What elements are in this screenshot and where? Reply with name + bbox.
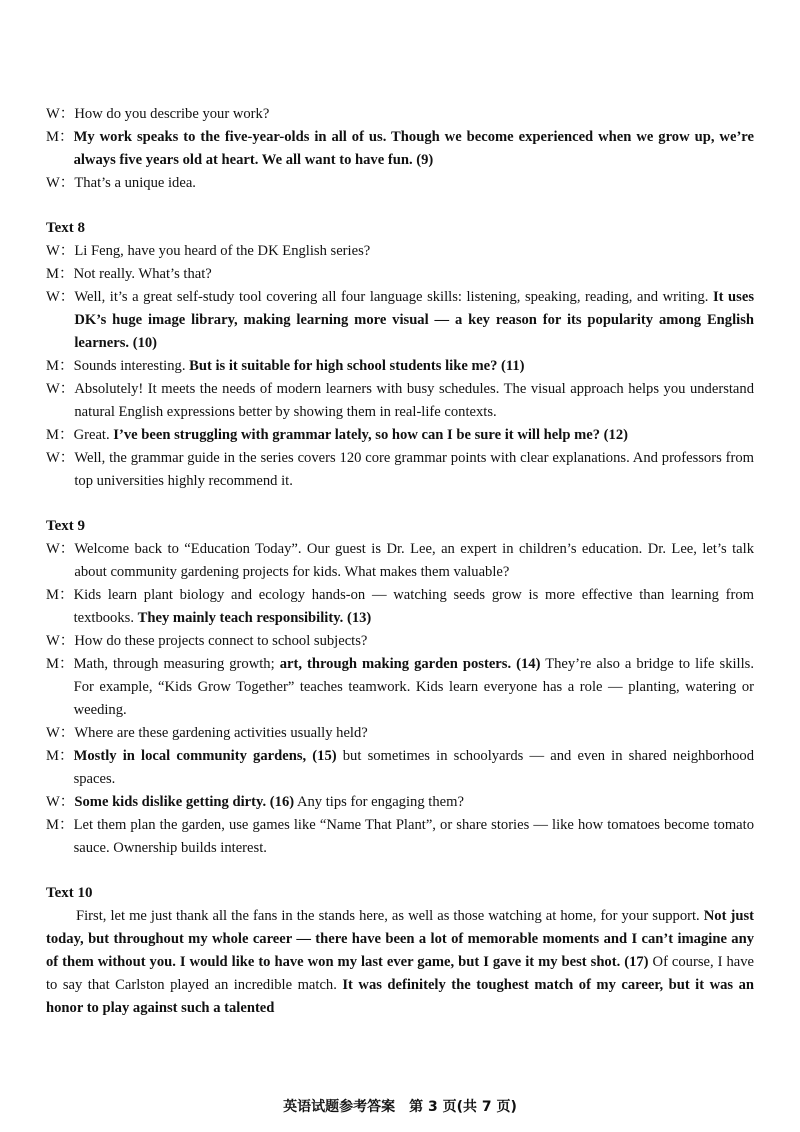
dialogue-text [74,424,754,447]
dialogue-line [46,722,754,745]
dialogue-text [74,240,754,263]
speaker-label: W： [46,289,75,305]
dialogue-line [46,447,754,493]
text-segment: Well, the grammar guide in the series covers 120 core grammar points with clear explanations. And professors from top universities highly recommend it. [74,450,754,489]
dialogue-line [46,263,754,286]
text-segment: First, let me just thank all the fans in the stands here, as well as those watching at home, for your support. [76,908,704,924]
dialogue-line [46,424,754,447]
dialogue-text [74,722,754,745]
dialogue-line [46,814,754,860]
dialogue-text [74,447,754,493]
text-segment: Any tips for engaging them? [294,794,464,810]
answer-highlight: They mainly teach responsibility. (13) [137,610,372,626]
text-segment: but sometimes in schoolyards — and even in shared neighborhood spaces. [73,748,754,787]
speaker-label: M： [46,129,74,145]
dialogue-line [46,538,754,584]
speaker-label: W： [46,794,75,810]
dialogue-text [74,378,754,424]
dialogue-line [46,286,754,355]
dialogue-text [74,745,754,791]
text-segment: That’s a unique idea. [74,175,196,191]
speaker-label: M： [46,266,74,282]
speaker-label: W： [46,175,75,191]
text-segment: Sounds interesting. [73,358,190,374]
dialogue-line [46,240,754,263]
dialogue-line [46,103,754,126]
dialogue-text [74,584,754,630]
page-footer: 英语试题参考答案 第 3 页(共 7 页) [283,1099,517,1115]
section-heading: Text 8 [46,220,86,236]
text-segment: Welcome back to “Education Today”. Our guest is Dr. Lee, an expert in children’s education. Dr. Lee, let’s talk about community gardening projects for kids. What makes them valuable? [74,541,754,580]
text-segment: Well, it’s a great self-study tool covering all four language skills: listening, speaking, reading, and writing. [74,289,713,305]
answer-highlight: Not just today, but throughout my whole career — there have been a lot of memorable moments and I can’t imagine any of them without you. I would like to have won my last ever game, but I gave it my best shot. (17) [46,908,754,970]
text-segment: Math, through measuring growth; [73,656,280,672]
answer-highlight: My work speaks to the five-year-olds in all of us. Though we become experienced when we grow up, we’re always five years old at heart. We all want to have fun. (9) [73,129,754,168]
answer-highlight: It was definitely the toughest match of my career, but it was an honor to play against such a talented [46,977,754,1016]
dialogue-line [46,172,754,195]
speaker-label: M： [46,358,74,374]
text-segment: Kids learn plant biology and ecology hands-on — watching seeds grow is more effective than learning from textbooks. [73,587,754,626]
speaker-label: W： [46,450,75,466]
dialogue-line [46,791,754,814]
speaker-label: M： [46,587,74,603]
speaker-label: W： [46,106,75,122]
dialogue-text [74,791,754,814]
speaker-label: W： [46,381,75,397]
speaker-label: W： [46,541,75,557]
speaker-label: M： [46,817,74,833]
dialogue-line [46,355,754,378]
dialogue-text [74,814,754,860]
answer-highlight: But is it suitable for high school students like me? (11) [189,358,525,374]
dialogue-line [46,584,754,630]
section-heading: Text 10 [46,885,93,901]
dialogue-line [46,745,754,791]
speaker-label: W： [46,633,75,649]
speaker-label: M： [46,427,74,443]
text-segment: Great. [73,427,114,443]
text-segment: How do these projects connect to school subjects? [74,633,368,649]
dialogue-line [46,378,754,424]
text-segment: They’re also a bridge to life skills. For example, “Kids Grow Together” teaches teamwork. Kids learn everyone has a role — planting, watering or weeding. [73,656,754,718]
text-segment: Of course, I have to say that Carlston played an incredible match. [46,954,754,993]
text-segment: How do you describe your work? [74,106,270,122]
dialogue-text [74,538,754,584]
answer-highlight: I’ve been struggling with grammar lately, so how can I be sure it will help me? (12) [113,427,628,443]
dialogue-text [74,103,754,126]
speaker-label: W： [46,725,75,741]
dialogue-line [46,653,754,722]
dialogue-text [74,172,754,195]
speaker-label: M： [46,748,74,764]
answer-highlight: Some kids dislike getting dirty. (16) [74,794,295,810]
dialogue-text [74,630,754,653]
section-heading: Text 9 [46,518,86,534]
text-segment: Absolutely! It meets the needs of modern learners with busy schedules. The visual approach helps you understand natural English expressions better by showing them in real-life contexts. [74,381,754,420]
text-segment: Li Feng, have you heard of the DK English series? [74,243,371,259]
dialogue-text [74,126,754,172]
text-segment: Not really. What’s that? [73,266,212,282]
answer-highlight: art, through making garden posters. (14) [279,656,541,672]
text-segment: Let them plan the garden, use games like “Name That Plant”, or share stories — like how tomatoes become tomato sauce. Ownership builds interest. [73,817,754,856]
text-segment: Where are these gardening activities usually held? [74,725,368,741]
dialogue-text [74,263,754,286]
answer-highlight: It uses DK’s huge image library, making learning more visual — a key reason for its popularity among English learners. (10) [74,289,754,351]
answer-highlight: Mostly in local community gardens, (15) [73,748,337,764]
transcript-content [46,103,754,1020]
dialogue-line [46,630,754,653]
monologue-paragraph [46,905,754,1020]
dialogue-text [74,355,754,378]
dialogue-text [74,653,754,722]
speaker-label: W： [46,243,75,259]
dialogue-text [74,286,754,355]
speaker-label: M： [46,656,74,672]
dialogue-line [46,126,754,172]
